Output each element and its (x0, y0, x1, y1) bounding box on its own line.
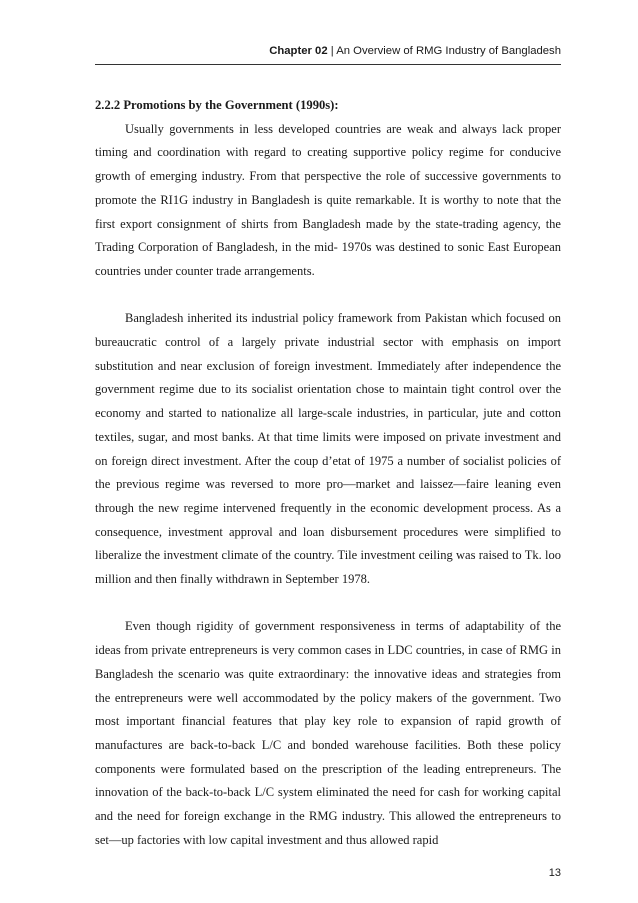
header-chapter: Chapter 02 (269, 45, 328, 57)
paragraph-gap (95, 592, 561, 616)
paragraph-2: Bangladesh inherited its industrial policy framework from Pakistan which focused on bureaucratic control of a largely private industrial sector with emphasis on import substitution and near exclusion of foreign investment. Immediately after independence the government regime due to its socialist orientation chose to maintain tight control over the economy and started to nationalize all large-scale industries, in particular, jute and cotton textiles, sugar, and most banks. At that time limits were imposed on private investment and on foreign direct investment. After the coup d’etat of 1975 a number of socialist policies of the previous regime was reversed to more pro—market and laissez—faire leaning even through the new regime intervened frequently in the economic development process. As a consequence, investment approval and loan disbursement procedures were simplified to liberalize the investment climate of the country. Tile investment ceiling was raised to Tk. loo million and then finally withdrawn in September 1978. (95, 311, 561, 587)
paragraph-gap (95, 284, 561, 308)
running-header (95, 45, 561, 63)
paragraph-3: Even though rigidity of government responsiveness in terms of adaptability of the ideas from private entrepreneurs is very common cases in LDC countries, in case of RMG in Bangladesh the scenario was quite extraordinary: the innovative ideas and strategies from the entrepreneurs were well accommodated by the policy makers of the government. Two most important financial features that play key role to expansion of rapid growth of manufactures are back-to-back L/C and bonded warehouse facilities. Both these policy components were formulated based on the prescription of the leading entrepreneurs. The innovation of the back-to-back L/C system eliminated the need for cash for working capital and the need for foreign exchange in the RMG industry. This allowed the entrepreneurs to set—up factories with low capital investment and thus allowed rapid (95, 619, 561, 847)
header-rule (95, 64, 561, 65)
page-number: 13 (548, 867, 561, 879)
header-separator: | (327, 45, 337, 57)
section-heading: 2.2.2 Promotions by the Government (1990s): (95, 98, 339, 112)
paragraph-1: Usually governments in less developed countries are weak and always lack proper timing and coordination with regard to creating supportive policy regime for conducive growth of emerging industry. From that perspective the role of successive governments to promote the RI1G industry in Bangladesh is quite remarkable. It is worthy to note that the first export consignment of shirts from Bangladesh made by the state-trading agency, the Trading Corporation of Bangladesh, in the mid- 1970s was destined to sonic East European countries under counter trade arrangements. (95, 121, 561, 278)
header-title: An Overview of RMG Industry of Bangladesh (336, 45, 561, 57)
page-body (95, 94, 561, 852)
